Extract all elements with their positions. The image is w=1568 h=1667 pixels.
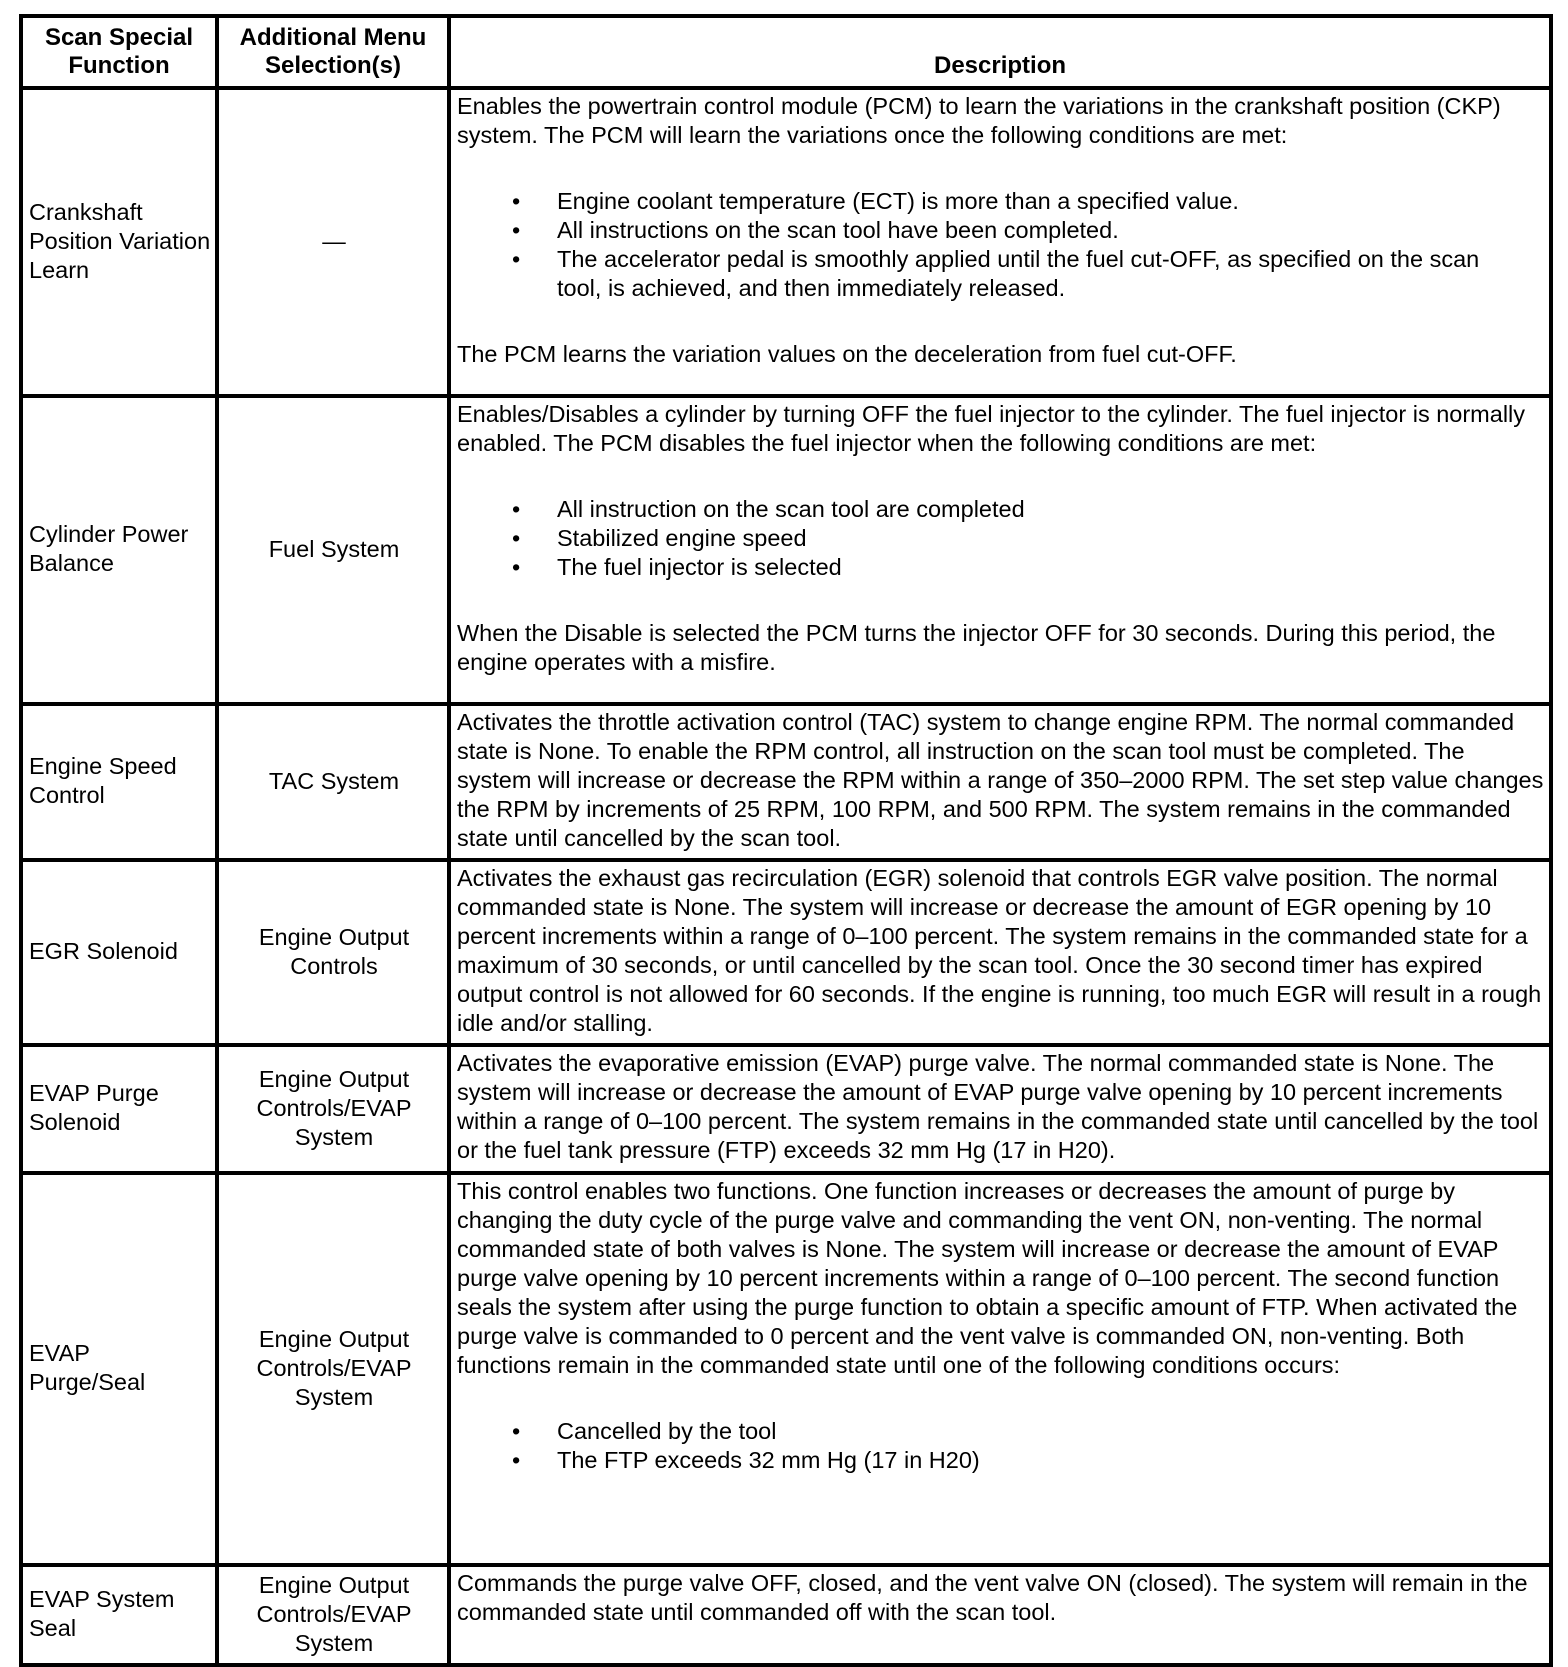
description-cell: Activates the exhaust gas recirculation (EGR) solenoid that controls EGR valve position. The normal commanded state is None. The system will increase or decrease the amount of EGR opening by 10 percent increments within a range of 0–100 percent. The system remains in the commanded state for a maximum of 30 seconds, or until cancelled by the scan tool. Once the 30 second timer has expired output control is not allowed for 60 seconds. If the engine is running, too much EGR will result in a rough idle and/or stalling. (449, 860, 1551, 1045)
condition-list (457, 1417, 1545, 1475)
table-row (21, 704, 1551, 860)
list-item: • The FTP exceeds 32 mm Hg (17 in H20) (457, 1446, 1545, 1475)
table-row (21, 1173, 1551, 1565)
description-cell (449, 1173, 1551, 1565)
scan-special-functions-table (19, 14, 1553, 1667)
table-row (21, 1565, 1551, 1665)
menu-selection-cell: Engine Output Controls/EVAP System (217, 1565, 449, 1665)
condition-list (457, 495, 1545, 582)
function-cell: EGR Solenoid (21, 860, 217, 1045)
menu-selection-cell: Fuel System (217, 396, 449, 704)
description-cell: Commands the purge valve OFF, closed, and the vent valve ON (closed). The system will remain in the commanded state until commanded off with the scan tool. (449, 1565, 1551, 1665)
list-item: • Cancelled by the tool (457, 1417, 1545, 1446)
function-cell: Crankshaft Position Variation Learn (21, 88, 217, 396)
list-item: • Engine coolant temperature (ECT) is more than a specified value. (457, 187, 1545, 216)
menu-selection-cell: Engine Output Controls (217, 860, 449, 1045)
header-row (21, 16, 1551, 88)
menu-selection-cell: Engine Output Controls/EVAP System (217, 1045, 449, 1173)
description-cell (449, 88, 1551, 396)
table-row (21, 88, 1551, 396)
description-intro: Enables/Disables a cylinder by turning OFF the fuel injector to the cylinder. The fuel injector is normally enabled. The PCM disables the fuel injector when the following conditions are met: (457, 401, 1526, 456)
menu-selection-cell: TAC System (217, 704, 449, 860)
condition-list (457, 187, 1545, 303)
function-cell: EVAP Purge/Seal (21, 1173, 217, 1565)
menu-selection-cell: — (217, 88, 449, 396)
description-cell (449, 396, 1551, 704)
table-row (21, 396, 1551, 704)
description-cell: Activates the throttle activation control (TAC) system to change engine RPM. The normal commanded state is None. To enable the RPM control, all instruction on the scan tool must be completed. The system will increase or decrease the RPM within a range of 350–2000 RPM. The set step value changes the RPM by increments of 25 RPM, 100 RPM, and 500 RPM. The system remains in the commanded state until cancelled by the scan tool. (449, 704, 1551, 860)
header-function: Scan Special Function (21, 16, 217, 88)
function-cell: EVAP System Seal (21, 1565, 217, 1665)
description-intro: This control enables two functions. One function increases or decreases the amount of purge by changing the duty cycle of the purge valve and commanding the vent ON, non-venting. The normal commanded state of both valves is None. The system will increase or decrease the amount of EVAP purge valve opening by 10 percent increments within a range of 0–100 percent. The second function seals the system after using the purge function to obtain a specific amount of FTP. When activated the purge valve is commanded to 0 percent and the vent valve is commanded ON, non-venting. Both functions remain in the commanded state until one of the following conditions occurs: (457, 1178, 1518, 1378)
description-outro: The PCM learns the variation values on the deceleration from fuel cut-OFF. (457, 341, 1237, 367)
description-cell: Activates the evaporative emission (EVAP) purge valve. The normal commanded state is None. The system will increase or decrease the amount of EVAP purge valve opening by 10 percent increments within a range of 0–100 percent. The system remains in the commanded state until cancelled by the tool or the fuel tank pressure (FTP) exceeds 32 mm Hg (17 in H20). (449, 1045, 1551, 1173)
function-cell: EVAP Purge Solenoid (21, 1045, 217, 1173)
description-outro: When the Disable is selected the PCM turns the injector OFF for 30 seconds. During this period, the engine operates with a misfire. (457, 620, 1496, 675)
table-row (21, 1045, 1551, 1173)
function-cell: Cylinder Power Balance (21, 396, 217, 704)
menu-selection-cell: Engine Output Controls/EVAP System (217, 1173, 449, 1565)
list-item: • All instructions on the scan tool have been completed. (457, 216, 1545, 245)
table-row (21, 860, 1551, 1045)
function-cell: Engine Speed Control (21, 704, 217, 860)
header-description: Description (449, 16, 1551, 88)
header-menu-selection: Additional Menu Selection(s) (217, 16, 449, 88)
description-intro: Enables the powertrain control module (PCM) to learn the variations in the crankshaft position (CKP) system. The PCM will learn the variations once the following conditions are met: (457, 93, 1501, 148)
list-item: • Stabilized engine speed (457, 524, 1545, 553)
list-item: • All instruction on the scan tool are completed (457, 495, 1545, 524)
list-item: • The accelerator pedal is smoothly applied until the fuel cut-OFF, as specified on the scan tool, is achieved, and then immediately released. (457, 245, 1545, 303)
list-item: • The fuel injector is selected (457, 553, 1545, 582)
